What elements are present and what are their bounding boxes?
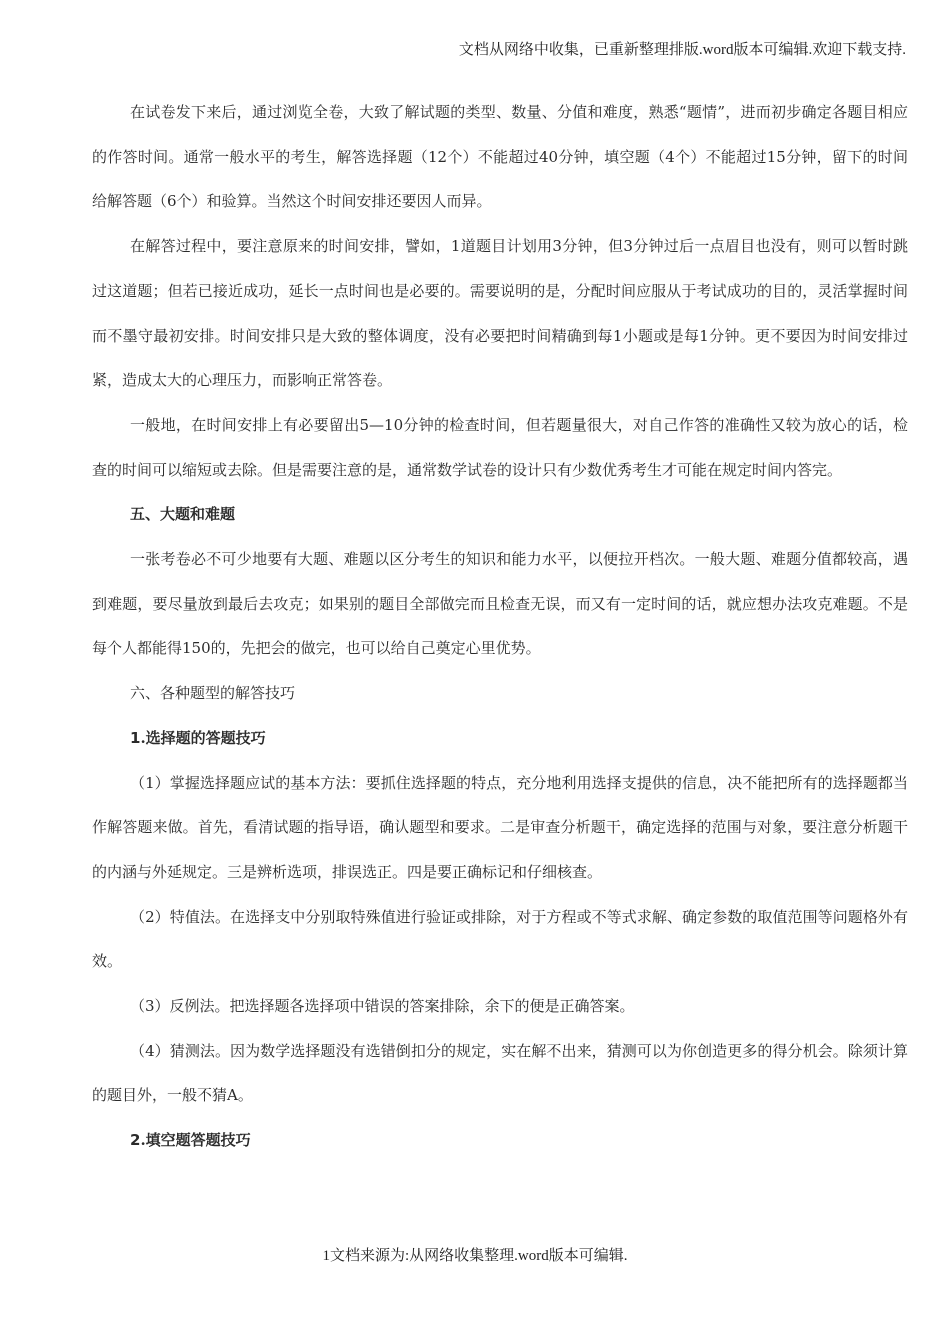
subsection-heading-1: [92, 716, 908, 761]
page-header: 文档从网络中收集，已重新整理排版.word版本可编辑.欢迎下载支持.: [458, 42, 906, 58]
paragraph-guessing: （4）猜测法。因为数学选择题没有选错倒扣分的规定，实在解不出来，猜测可以为你创造更多的得分机会。除须计算的题目外，一般不猜A。: [92, 1041, 908, 1105]
section-heading-6: 六、各种题型的解答技巧: [130, 684, 296, 703]
subsection-title: .填空题答题技巧: [140, 1131, 251, 1150]
section-heading-5: 五、大题和难题: [130, 505, 236, 524]
paragraph-counterexample: （3）反例法。把选择题各选择项中错误的答案排除，余下的便是正确答案。: [130, 997, 635, 1016]
subsection-number: 2: [130, 1131, 141, 1150]
paragraph-choice-method: （1）掌握选择题应试的基本方法：要抓住选择题的特点，充分地利用选择支提供的信息，决不能把所有的选择题都当作解答题来做。首先，看清试题的指导语，确认题型和要求。二是审查分析题干，确定选择的范围与对象，要注意分析题干的内涵与外延规定。三是辨析选项，排误选正。四是要正确标记和仔细核查。: [92, 773, 908, 881]
subsection-title: .选择题的答题技巧: [140, 728, 266, 747]
page-footer: 1文档来源为:从网络收集整理.word版本可编辑.: [322, 1248, 628, 1264]
paragraph-check-time: 一般地，在时间安排上有必要留出5—10分钟的检查时间，但若题量很大，对自己作答的准确性又较为放心的话，检查的时间可以缩短或去除。但是需要注意的是，通常数学试卷的设计只有少数优秀考生才可能在规定时间内答完。: [92, 415, 908, 479]
subsection-heading-2: [92, 1118, 908, 1163]
paragraph-hard-questions: 一张考卷必不可少地要有大题、难题以区分考生的知识和能力水平，以便拉开档次。一般大题、难题分值都较高，遇到难题，要尽量放到最后去攻克；如果别的题目全部做完而且检查无误，而又有一定时间的话，就应想办法攻克难题。不是每个人都能得150的，先把会的做完，也可以给自己奠定心里优势。: [92, 550, 908, 658]
paragraph-time-adjust: 在解答过程中，要注意原来的时间安排，譬如，1道题目计划用3分钟，但3分钟过后一点眉目也没有，则可以暂时跳过这道题；但若已接近成功，延长一点时间也是必要的。需要说明的是，分配时间应服从于考试成功的目的，灵活掌握时间而不墨守最初安排。时间安排只是大致的整体调度，没有必要把时间精确到每1小题或是每1分钟。更不要因为时间安排过紧，造成太大的心理压力，而影响正常答卷。: [92, 237, 908, 390]
document-body: [92, 90, 908, 1163]
subsection-number: 1: [130, 728, 141, 747]
paragraph-special-value: （2）特值法。在选择支中分别取特殊值进行验证或排除，对于方程或不等式求解、确定参数的取值范围等问题格外有效。: [92, 907, 908, 971]
paragraph-time-overview: 在试卷发下来后，通过浏览全卷，大致了解试题的类型、数量、分值和难度，熟悉“题情”，进而初步确定各题目相应的作答时间。通常一般水平的考生，解答选择题（12个）不能超过40分钟，填空题（4个）不能超过15分钟，留下的时间给解答题（6个）和验算。当然这个时间安排还要因人而异。: [92, 103, 908, 211]
